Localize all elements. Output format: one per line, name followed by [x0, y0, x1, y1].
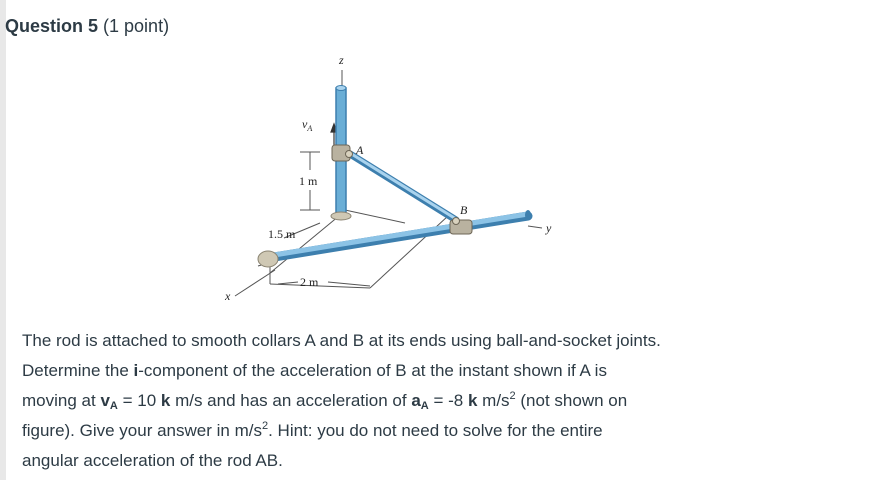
figure-svg [210, 48, 570, 310]
text-span: Determine the [22, 361, 134, 380]
label-dim-2m: 2 m [300, 275, 319, 289]
rod-ab-highlight [350, 153, 456, 219]
label-x: x [225, 289, 231, 303]
x-axis-line [235, 270, 275, 296]
y-axis-line [528, 226, 542, 228]
label-dim-1-5m: 1.5 m [268, 227, 296, 241]
body-line-4 [22, 416, 772, 446]
dim-line-2m [278, 282, 298, 284]
question-points: (1 point) [103, 16, 170, 36]
text-span: -component of the acceleration of B at the instant shown if A is [138, 361, 607, 380]
label-va [302, 117, 312, 133]
ground-lines [235, 70, 542, 296]
i-component: i [133, 361, 139, 380]
collar-a [332, 145, 353, 161]
body-line-2 [22, 356, 772, 386]
text-span: (not shown on [515, 391, 628, 410]
label-dim-1m: 1 m [299, 174, 318, 188]
horizontal-rod [258, 210, 531, 267]
collar-b [450, 218, 472, 235]
text-span: moving at [22, 391, 101, 410]
label-va-sub: A [307, 124, 313, 133]
rod-ab [350, 153, 456, 220]
velocity-subscript: A [109, 400, 118, 412]
k-unit: k [160, 391, 171, 410]
label-b: B [460, 203, 468, 217]
text-span: . Hint: you do not need to solve for the entire [268, 421, 603, 440]
collar-a-ball [346, 151, 353, 158]
label-z: z [339, 53, 344, 67]
rod-end-tip [525, 210, 531, 220]
body-line-3 [22, 386, 772, 416]
ground-line [270, 211, 345, 273]
dim-line-2m [328, 282, 370, 286]
text-span: m/s and has an acceleration of [170, 391, 412, 410]
velocity-symbol: v [100, 391, 110, 410]
left-rail [0, 0, 6, 480]
rod-highlight [268, 214, 528, 256]
vertical-rod-top [336, 86, 346, 91]
collar-b-ball [453, 218, 460, 225]
question-body [22, 326, 772, 476]
accel-symbol: a [411, 391, 421, 410]
problem-figure [210, 48, 570, 310]
question-title: Question 5 [5, 16, 99, 36]
question-header [5, 14, 169, 38]
rod-end-cap [258, 251, 278, 267]
text-span: figure). Give your answer in m/s [22, 421, 262, 440]
vertical-rod-base [331, 212, 351, 220]
k-unit: k [467, 391, 478, 410]
superscript: 2 [509, 390, 516, 402]
body-line-1: The rod is attached to smooth collars A and B at its ends using ball-and-socket joints. [22, 331, 661, 350]
label-a: A [356, 143, 364, 157]
superscript: 2 [261, 420, 269, 432]
text-span: m/s [477, 391, 510, 410]
label-y: y [546, 221, 552, 235]
label-va-main: v [302, 117, 308, 131]
text-span: = -8 [428, 391, 468, 410]
accel-subscript: A [420, 400, 429, 412]
ground-line [345, 210, 405, 223]
body-line-5: angular acceleration of the rod AB. [22, 451, 283, 470]
text-span: = 10 [117, 391, 161, 410]
